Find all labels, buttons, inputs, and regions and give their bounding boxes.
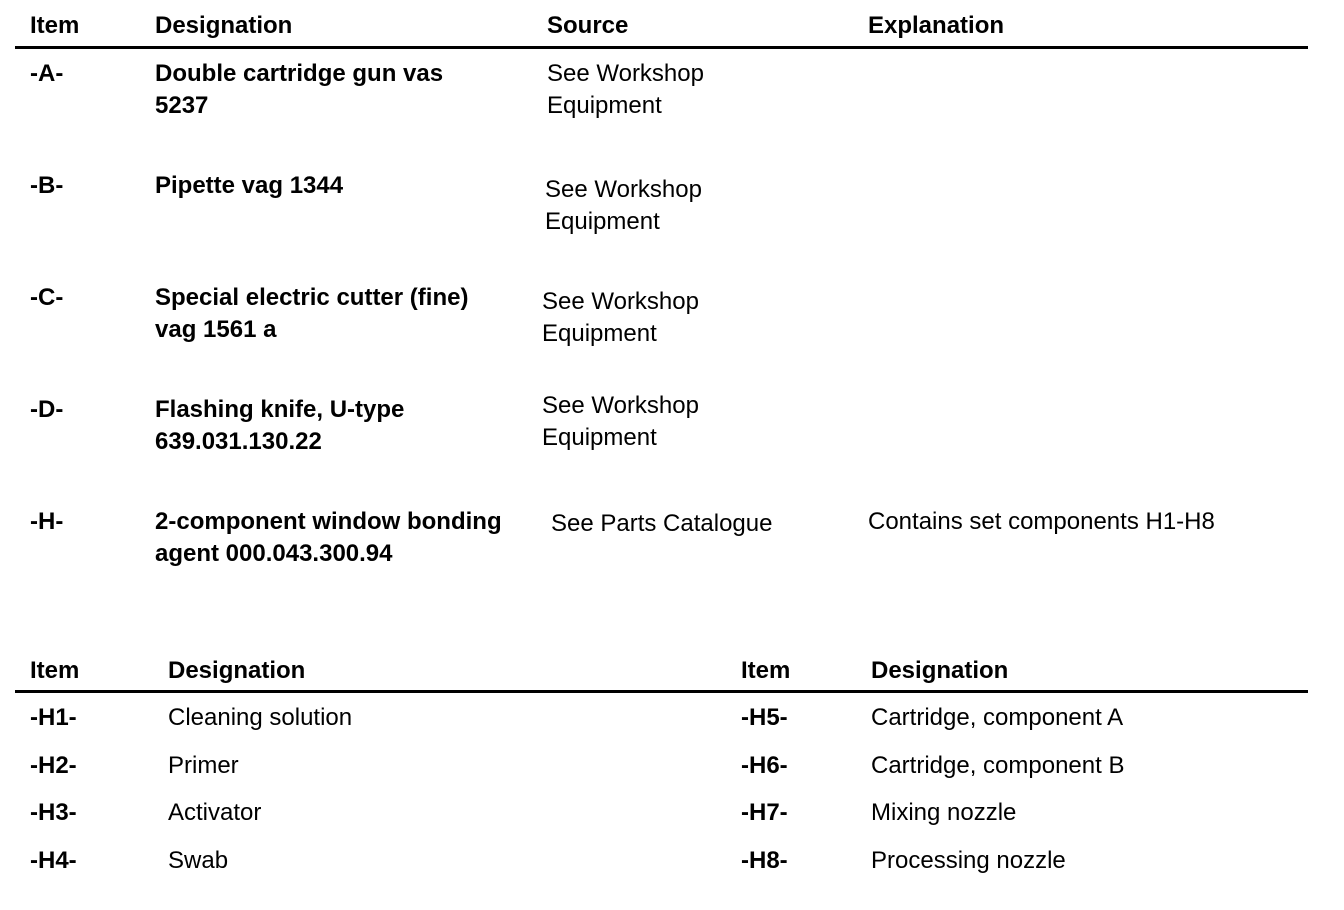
designation-line: Flashing knife, U-type (155, 396, 405, 423)
table1-header-source: Source (547, 12, 629, 39)
row-designation (155, 506, 502, 570)
row-designation: Mixing nozzle (871, 799, 1017, 826)
designation-line: agent 000.043.300.94 (155, 540, 393, 567)
row-explanation: Contains set components H1-H8 (868, 508, 1215, 535)
source-line: Equipment (542, 320, 657, 347)
row-item-label: -H3- (30, 799, 77, 826)
table1-header-item: Item (30, 12, 80, 39)
table2-header-designation-right: Designation (871, 657, 1009, 684)
row-source (547, 58, 704, 122)
source-line: Equipment (542, 424, 657, 451)
designation-line: 639.031.130.22 (155, 428, 322, 455)
row-item-label: -H8- (741, 847, 788, 874)
row-source (545, 174, 702, 238)
designation-line: vag 1561 a (155, 316, 277, 343)
row-source (551, 508, 772, 540)
row-designation: Cartridge, component B (871, 752, 1125, 779)
source-line: Equipment (545, 208, 660, 235)
row-item-label: -H- (30, 508, 64, 535)
designation-line: Double cartridge gun vas (155, 60, 444, 87)
row-designation (155, 394, 404, 458)
table2-header-item-left: Item (30, 657, 80, 684)
table2-header-item-right: Item (741, 657, 791, 684)
row-item-label: -H5- (741, 704, 788, 731)
row-item-label: -B- (30, 172, 64, 199)
row-designation (155, 282, 468, 346)
row-designation (155, 170, 343, 202)
designation-line: Pipette vag 1344 (155, 172, 344, 199)
row-item-label: -A- (30, 60, 64, 87)
table1-header-explanation: Explanation (868, 12, 1005, 39)
source-line: See Workshop (547, 60, 704, 87)
source-line: See Workshop (545, 176, 702, 203)
row-source (542, 390, 699, 454)
row-item-label: -H2- (30, 752, 77, 779)
row-item-label: -D- (30, 396, 64, 423)
row-item-label: -C- (30, 284, 64, 311)
row-item-label: -H6- (741, 752, 788, 779)
row-item-label: -H4- (30, 847, 77, 874)
row-item-label: -H1- (30, 704, 77, 731)
source-line: Equipment (547, 92, 662, 119)
table2-header-rule (15, 690, 1308, 693)
designation-line: Special electric cutter (fine) (155, 284, 469, 311)
source-line: See Parts Catalogue (551, 510, 773, 537)
row-item-label: -H7- (741, 799, 788, 826)
row-designation: Activator (168, 799, 262, 826)
table1-header-rule (15, 46, 1308, 49)
designation-line: 2-component window bonding (155, 508, 502, 535)
table2-header-designation-left: Designation (168, 657, 306, 684)
row-designation (155, 58, 443, 122)
row-designation: Primer (168, 752, 239, 779)
table1-header-designation: Designation (155, 12, 293, 39)
source-line: See Workshop (542, 288, 699, 315)
source-line: See Workshop (542, 392, 699, 419)
row-designation: Cartridge, component A (871, 704, 1124, 731)
row-designation: Swab (168, 847, 229, 874)
row-designation: Processing nozzle (871, 847, 1066, 874)
row-source (542, 286, 699, 350)
row-designation: Cleaning solution (168, 704, 353, 731)
designation-line: 5237 (155, 92, 209, 119)
